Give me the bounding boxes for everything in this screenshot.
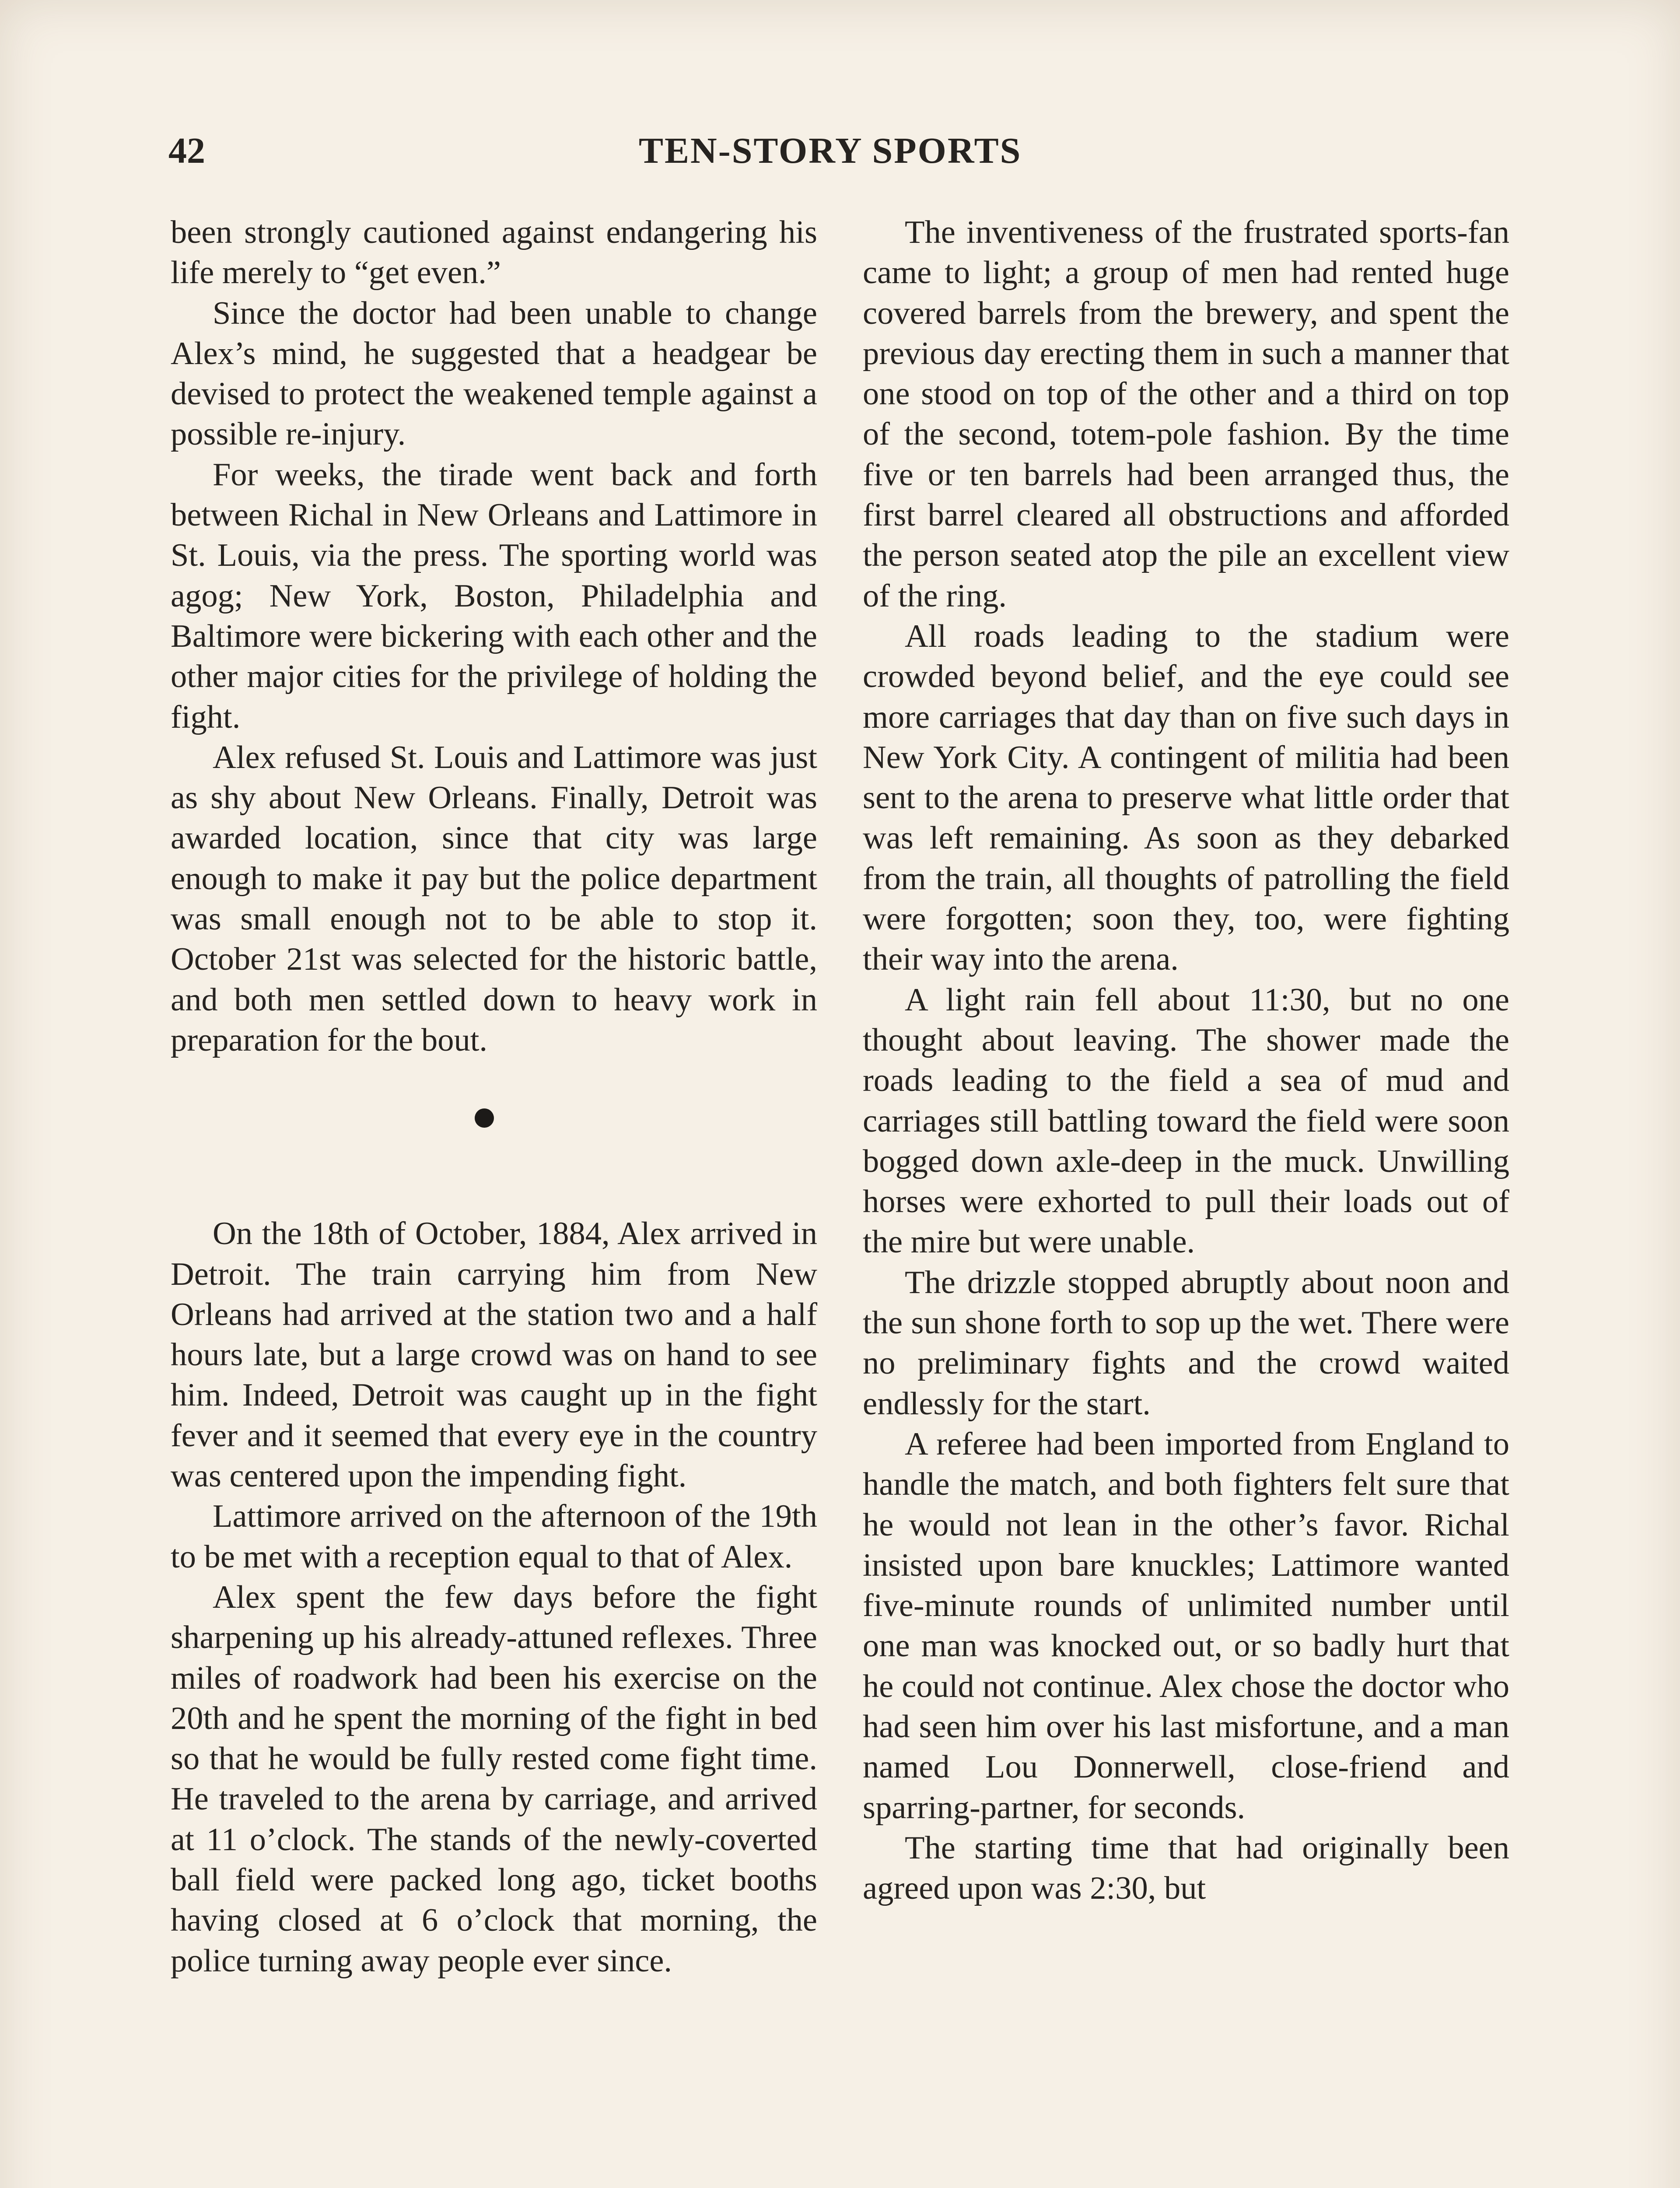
left-paragraph-3: For weeks, the tirade went back and forth between Richal in New Orleans and Lattimore in St. Louis, via the press. The sporting world was agog; New York, Boston, Philadelphia and Baltimore were bickering with each other and the other major cities for the privilege of holding the fight. <box>171 456 817 735</box>
left-paragraph-7: Alex spent the few days before the fight sharpening up his already-attuned reflexes. Three miles of roadwork had been his exercise on the 20th and he spent the morning of the fight in bed so that he would be fully rested come fight time. He traveled to the arena by carriage, and arrived at 11 o’clock. The stands of the newly-coverted ball field were packed long ago, ticket booths having closed at 6 o’clock that morning, the police turning away people ever since. <box>171 1579 817 1979</box>
right-paragraph-1: The inventiveness of the frustrated sports-fan came to light; a group of men had rented huge covered barrels from the brewery, and spent the previous day erecting them in such a manner that one stood on top of the other and a third on top of the second, totem-pole fashion. By the time five or ten barrels had been arranged thus, the first barrel cleared all obstructions and afforded the person seated atop the pile an excellent view of the ring. <box>863 214 1509 614</box>
section-break <box>171 1060 817 1213</box>
left-paragraph-1: been strongly cautioned against endangering his life merely to “get even.” <box>171 214 817 291</box>
running-head-title: TEN-STORY SPORTS <box>639 130 1022 171</box>
right-paragraph-5: A referee had been imported from England to handle the match, and both fighters felt sure that he would not lean in the other’s favor. Richal insisted upon bare knuckles; Lattimore wanted five-minute rounds of unlimited number until one man was knocked out, or so badly hurt that he could not continue. Alex chose the doctor who had seen him over his last misfortune, and a man named Lou Donnerwell, close-friend and sparring-partner, for seconds. <box>863 1426 1509 1826</box>
left-column <box>171 212 817 1981</box>
page-header <box>0 125 1680 177</box>
right-column <box>863 212 1509 1908</box>
page-number: 42 <box>168 130 205 171</box>
section-break-dot <box>475 1108 494 1128</box>
left-paragraph-6: Lattimore arrived on the afternoon of the 19th to be met with a reception equal to that of Alex. <box>171 1498 817 1575</box>
left-paragraph-2: Since the doctor had been unable to change Alex’s mind, he suggested that a headgear be devised to protect the weakened temple against a possible re-injury. <box>171 295 817 452</box>
right-paragraph-3: A light rain fell about 11:30, but no one thought about leaving. The shower made the roads leading to the field a sea of mud and carriages still battling toward the field were soon bogged down axle-deep in the muck. Unwilling horses were exhorted to pull their loads out of the mire but were unable. <box>863 982 1509 1260</box>
left-paragraph-4: Alex refused St. Louis and Lattimore was just as shy about New Orleans. Finally, Detroit was awarded location, since that city was large enough to make it pay but the police department was small enough not to be able to stop it. October 21st was selected for the historic battle, and both men settled down to heavy work in preparation for the bout. <box>171 739 817 1058</box>
right-paragraph-2: All roads leading to the stadium were crowded beyond belief, and the eye could see more carriages that day than on five such days in New York City. A contingent of militia had been sent to the arena to preserve what little order that was left remaining. As soon as they debarked from the train, all thoughts of patrolling the field were forgotten; soon they, too, were fighting their way into the arena. <box>863 618 1509 978</box>
left-paragraph-5: On the 18th of October, 1884, Alex arrived in Detroit. The train carrying him from New Orleans had arrived at the station two and a half hours late, but a large crowd was on hand to see him. Indeed, Detroit was caught up in the fight fever and it seemed that every eye in the country was centered upon the impending fight. <box>171 1216 817 1494</box>
right-paragraph-6: The starting time that had originally been agreed upon was 2:30, but <box>863 1830 1509 1907</box>
right-paragraph-4: The drizzle stopped abruptly about noon and the sun shone forth to sop up the wet. There were no preliminary fights and the crowd waited endlessly for the start. <box>863 1264 1509 1422</box>
